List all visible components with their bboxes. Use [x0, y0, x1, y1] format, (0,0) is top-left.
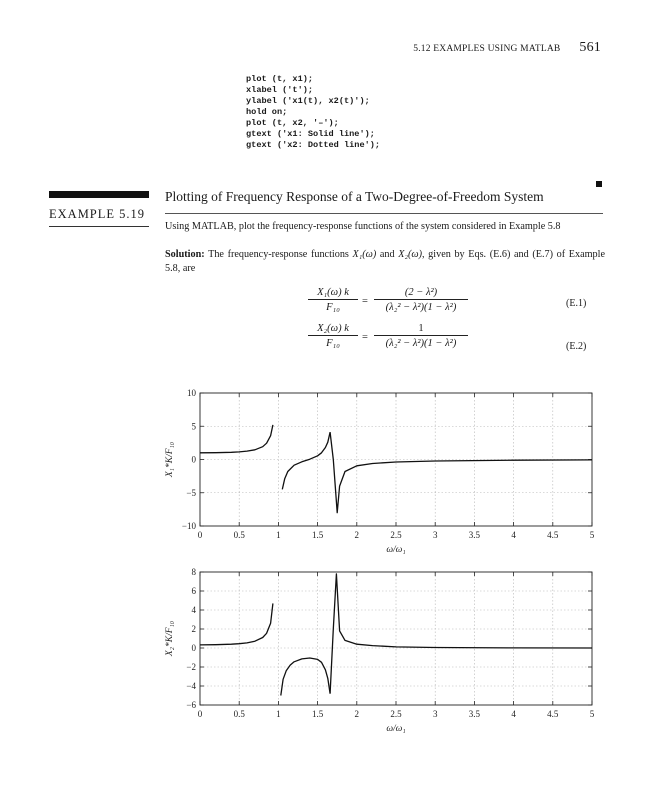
lhs-fraction: [308, 323, 358, 349]
code-line: gtext ('x1: Solid line');: [246, 129, 375, 139]
solution-text: and: [376, 249, 399, 260]
lhs-denominator: F₁₀: [326, 302, 340, 313]
x-tick-label: 4.5: [547, 530, 559, 540]
x-tick-label: 5: [589, 709, 595, 719]
equation-number: (E.2): [566, 341, 587, 352]
solution-label: Solution:: [165, 249, 205, 260]
y-tick-label: −10: [181, 521, 196, 531]
code-line: ylabel ('x1(t), x2(t)');: [246, 96, 370, 106]
title-rule: [165, 213, 603, 214]
x-tick-label: 0: [197, 530, 203, 540]
x-tick-label: 3.5: [468, 530, 481, 540]
equation-e2: [300, 323, 470, 359]
series-line-segment: [281, 658, 330, 696]
code-line: gtext ('x2: Dotted line');: [246, 140, 381, 150]
rhs-fraction: [374, 287, 468, 313]
x2-symbol: X₂(ω): [398, 249, 422, 260]
y-tick-label: −2: [186, 662, 196, 672]
series-line-segment: [330, 574, 592, 694]
matlab-code-block: [246, 74, 380, 151]
example-bar: [49, 191, 149, 198]
y-tick-label: 5: [191, 421, 196, 432]
example-label: EXAMPLE 5.19: [49, 207, 146, 221]
solution-text: , given by Eqs. (E.6) and (E.7) of Example 5.8, are: [165, 249, 605, 274]
y-tick-label: 6: [191, 586, 196, 596]
x-tick-label: 3: [432, 530, 438, 540]
y-axis-label: X₂*K/F₁₀: [165, 620, 175, 657]
series-line-segment: [200, 425, 273, 453]
x-tick-label: 1: [276, 709, 281, 719]
lhs-fraction: [308, 287, 358, 313]
equals-sign: =: [362, 296, 368, 307]
x-tick-label: 2: [354, 709, 360, 719]
rhs-fraction: [374, 323, 468, 349]
x2-frequency-response-plot: [150, 564, 610, 739]
x-tick-label: 4: [511, 709, 516, 719]
x-tick-label: 2.5: [390, 709, 402, 719]
y-tick-label: 0: [191, 454, 196, 465]
x-tick-label: 0: [197, 709, 203, 719]
x-tick-label: 2: [354, 530, 360, 540]
solution-paragraph: [165, 248, 605, 276]
x-tick-label: 2.5: [390, 530, 402, 540]
lhs-numerator: X₂(ω) k: [308, 323, 358, 336]
x-tick-label: 3: [432, 709, 438, 719]
example-title: Plotting of Frequency Response of a Two-Degree-of-Freedom System: [165, 189, 544, 204]
rhs-numerator: 1: [374, 323, 468, 336]
solution-text: The frequency-response functions: [204, 249, 353, 260]
y-tick-label: 10: [187, 388, 196, 398]
lhs-numerator: X₁(ω) k: [308, 287, 358, 300]
y-tick-label: −5: [186, 487, 196, 498]
x-tick-label: 0.5: [233, 530, 245, 540]
y-tick-label: −6: [186, 700, 196, 710]
code-line: xlabel ('t');: [246, 85, 314, 95]
x1-symbol: X₁(ω): [352, 249, 377, 260]
example-statement: Using MATLAB, plot the frequency-response functions of the system considered in Example 5.8: [165, 221, 561, 232]
x-tick-label: 0.5: [233, 709, 245, 719]
lhs-denominator: F₁₀: [326, 338, 340, 349]
series-line-segment: [282, 432, 330, 489]
code-line: hold on;: [246, 107, 288, 117]
x-tick-label: 1.5: [311, 530, 324, 540]
page-number: 561: [579, 40, 601, 55]
y-tick-label: −4: [186, 681, 196, 691]
x-tick-label: 1: [276, 530, 281, 540]
x-axis-label: ω/ω₁: [386, 545, 406, 555]
y-axis-label: X₁*K/F₁₀: [165, 441, 175, 478]
series-line-segment: [200, 603, 273, 645]
series-line-segment: [330, 432, 592, 513]
code-line: plot (t, x1);: [246, 74, 314, 84]
y-tick-label: 4: [191, 605, 196, 615]
rhs-denominator: (λ₂² − λ²)(1 − λ²): [385, 302, 457, 313]
x-tick-label: 1.5: [311, 709, 324, 719]
equation-number: (E.1): [566, 298, 587, 309]
x-tick-label: 5: [589, 530, 595, 540]
rhs-denominator: (λ₂² − λ²)(1 − λ²): [385, 338, 457, 349]
x1-frequency-response-plot: [150, 385, 610, 560]
y-tick-label: 8: [191, 567, 196, 577]
y-tick-label: 2: [191, 624, 196, 634]
x-tick-label: 4: [511, 530, 516, 540]
equals-sign: =: [362, 332, 368, 343]
rhs-numerator: (2 − λ²): [374, 287, 468, 300]
section-title: 5.12 EXAMPLES USING MATLAB: [413, 44, 561, 54]
equation-e1: [300, 287, 470, 323]
example-rule: [49, 226, 149, 227]
x-tick-label: 3.5: [468, 709, 481, 719]
y-tick-label: 0: [191, 643, 196, 653]
code-line: plot (t, x2, '–');: [246, 118, 339, 128]
x-axis-label: ω/ω₁: [386, 724, 406, 734]
end-of-example-mark: [596, 181, 602, 187]
running-header: [413, 40, 601, 56]
x-tick-label: 4.5: [547, 709, 559, 719]
